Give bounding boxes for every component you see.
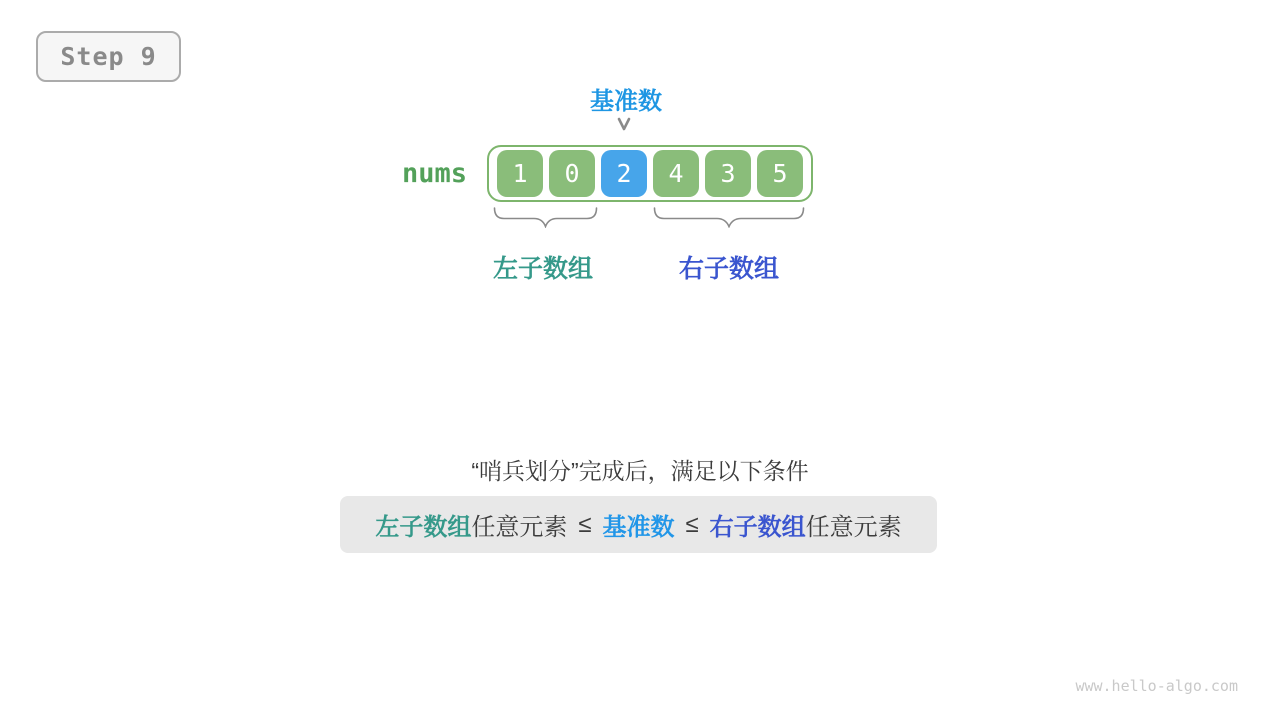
left-subarray-brace — [493, 206, 598, 228]
caption-text: “哨兵划分”完成后，满足以下条件 — [471, 458, 809, 484]
watermark: www.hello-algo.com — [1075, 677, 1238, 695]
array-cell: 4 — [653, 150, 699, 197]
condition-segment-right-subarray: 右子数组 — [709, 514, 806, 541]
array-name-label: nums — [401, 158, 467, 189]
step-badge — [36, 31, 181, 82]
condition-segment-any-element: 任意元素 — [471, 514, 568, 541]
condition-segment-lte: ≤ — [578, 510, 592, 538]
condition-segment-any-element: 任意元素 — [805, 514, 902, 541]
right-subarray-brace — [653, 206, 805, 228]
condition-segment-lte: ≤ — [685, 510, 699, 538]
right-subarray-label: 右子数组 — [678, 255, 779, 283]
array-container — [487, 145, 813, 202]
condition-box — [340, 496, 937, 553]
array-cell: 5 — [757, 150, 803, 197]
step-badge-label: Step 9 — [60, 42, 157, 71]
condition-segment-pivot: 基准数 — [602, 514, 675, 541]
array-cell: 0 — [549, 150, 595, 197]
array-cell-pivot: 2 — [601, 150, 647, 197]
pivot-label: 基准数 — [590, 88, 662, 115]
arrow-down-icon — [616, 116, 632, 132]
condition-segment-left-subarray: 左子数组 — [375, 514, 472, 541]
array-cell: 1 — [497, 150, 543, 197]
array-cell: 3 — [705, 150, 751, 197]
left-subarray-label: 左子数组 — [492, 255, 593, 283]
